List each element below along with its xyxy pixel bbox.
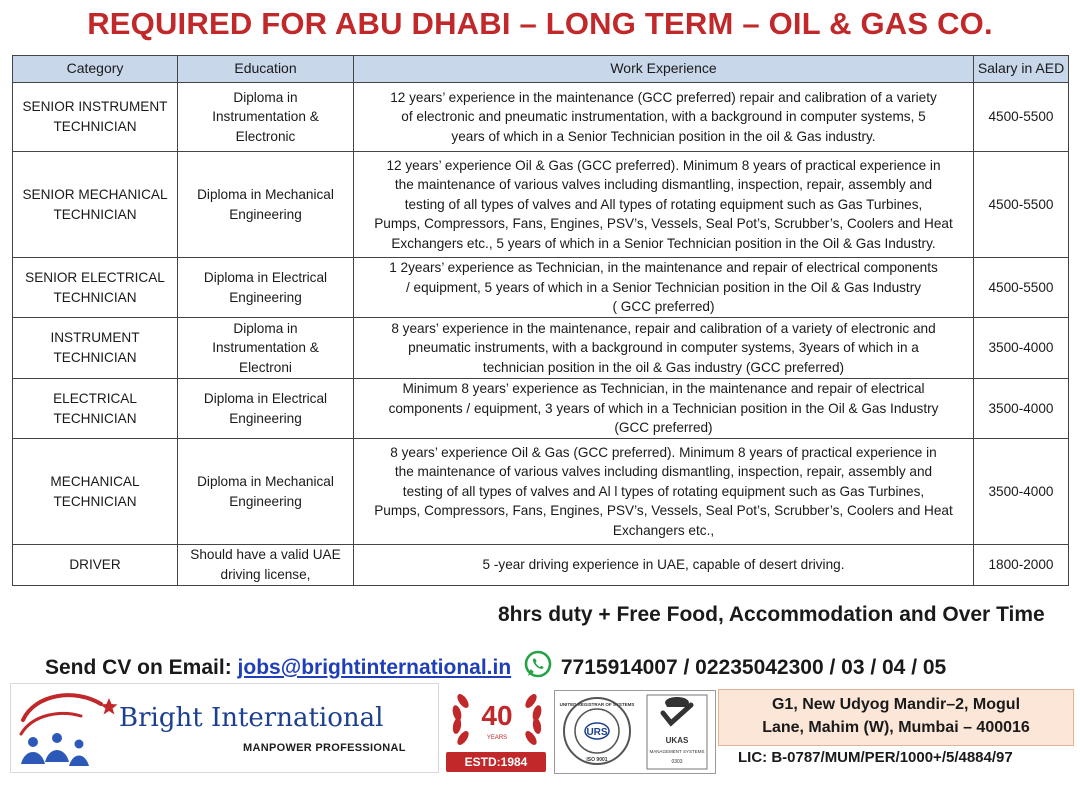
header-education: Education [178,56,354,83]
salary-cell: 3500-4000 [974,379,1069,439]
experience-cell: Minimum 8 years’ experience as Technician, in the maintenance and repair of electrical components / equipment, 3 years of which in a Technician position in the Oil & Gas Industry (GCC preferred) [354,379,974,439]
svg-text:YEARS: YEARS [486,735,508,741]
experience-cell: 8 years’ experience in the maintenance, repair and calibration of a variety of electronic and pneumatic instruments, with a background in computer systems, 3years of which in a technician position in the oil & Gas industry (GCC preferred) [354,318,974,379]
education-cell: Diploma in Instrumentation & Electronic [178,83,354,152]
svg-text:MANAGEMENT SYSTEMS: MANAGEMENT SYSTEMS [649,749,705,754]
contact-line [45,649,946,685]
table-row [13,379,1069,439]
table-row [13,545,1069,586]
table-row [13,439,1069,545]
page-title: REQUIRED FOR ABU DHABI – LONG TERM – OIL & GAS CO. [87,6,993,41]
svg-text:UNITED REGISTRAR OF SYSTEMS: UNITED REGISTRAR OF SYSTEMS [559,702,635,707]
address-line: Lane, Mahim (W), Mumbai – 400016 [762,719,1030,736]
salary-cell: 4500-5500 [974,258,1069,318]
salary-cell: 3500-4000 [974,439,1069,545]
salary-cell: 3500-4000 [974,318,1069,379]
table-row [13,258,1069,318]
header-category: Category [13,56,178,83]
salary-cell: 1800-2000 [974,545,1069,586]
address-box [718,689,1074,746]
svg-text:0303: 0303 [671,759,683,765]
category-cell: SENIOR ELECTRICAL TECHNICIAN [13,258,178,318]
company-logo [10,683,439,773]
category-cell: SENIOR MECHANICAL TECHNICIAN [13,152,178,258]
education-cell: Diploma in Electrical Engineering [178,379,354,439]
experience-cell: 8 years’ experience Oil & Gas (GCC preferred). Minimum 8 years of practical experience in the maintenance of various valves including dismantling, inspection, repair, assembly and testing of all types of valves and Al l types of rotating equipment such as Gas Turbines, Pumps, Compressors, Fans, Engines, PSV’s, Vessels, Seal Pot’s, Scrubber’s, Coolers and Heat Exchangers etc., [354,439,974,545]
svg-text:40: 40 [481,700,513,731]
company-name: Bright International [119,703,384,733]
send-cv-label: Send CV on Email: [45,656,232,679]
svg-text:URS: URS [586,727,608,738]
education-cell: Diploma in Electrical Engineering [178,258,354,318]
experience-cell: 5 -year driving experience in UAE, capable of desert driving. [354,545,974,586]
category-cell: MECHANICAL TECHNICIAN [13,439,178,545]
category-cell: DRIVER [13,545,178,586]
header-salary: Salary in AED [974,56,1069,83]
certification-logos [554,690,716,774]
benefits-line: 8hrs duty + Free Food, Accommodation and Over Time [498,603,1045,626]
phone-numbers: 7715914007 / 02235042300 / 03 / 04 / 05 [560,656,947,679]
svg-text:ISO 9001: ISO 9001 [586,757,608,763]
whatsapp-icon [523,649,553,685]
education-cell: Diploma in Mechanical Engineering [178,439,354,545]
category-cell: SENIOR INSTRUMENT TECHNICIAN [13,83,178,152]
experience-cell: 1 2years’ experience as Technician, in the maintenance and repair of electrical components / equipment, 5 years of which in a Senior Technician position in the Oil & Gas Industry ( GCC preferred) [354,258,974,318]
education-cell: Should have a valid UAE driving license, [178,545,354,586]
company-logo-icon [13,686,118,772]
email-link[interactable]: jobs@brightinternational.in [237,656,512,679]
address-line: G1, New Udyog Mandir–2, Mogul [771,696,1021,713]
salary-cell: 4500-5500 [974,83,1069,152]
table-header-row [13,56,1069,83]
jobs-table [12,55,1069,586]
experience-cell: 12 years’ experience in the maintenance (GCC preferred) repair and calibration of a variety of electronic and pneumatic instrumentation, with a background in computer systems, 5 years of which in a Senior Technician position in the oil & Gas industry. [354,83,974,152]
license-number: LIC: B-0787/MUM/PER/1000+/5/4884/97 [738,749,1013,766]
company-tagline: MANPOWER PROFESSIONAL [243,742,406,754]
header-work-experience: Work Experience [354,56,974,83]
table-row [13,83,1069,152]
education-cell: Diploma in Instrumentation & Electroni [178,318,354,379]
table-row [13,318,1069,379]
salary-cell: 4500-5500 [974,152,1069,258]
table-row [13,152,1069,258]
education-cell: Diploma in Mechanical Engineering [178,152,354,258]
established-label: ESTD:1984 [446,752,546,772]
experience-cell: 12 years’ experience Oil & Gas (GCC preferred). Minimum 8 years of practical experience in the maintenance of various valves including dismantling, inspection, repair, assembly and testing of all types of valves and All types of rotating equipment such as Gas Turbines, Pumps, Compressors, Fans, Engines, PSV’s, Vessels, Seal Pot’s, Scrubber’s, Coolers and Heat Exchangers etc., 5 years of which in a Senior Technician position in the Oil & Gas Industry. [354,152,974,258]
anniversary-badge [445,685,549,760]
category-cell: INSTRUMENT TECHNICIAN [13,318,178,379]
svg-text:UKAS: UKAS [665,736,689,745]
category-cell: ELECTRICAL TECHNICIAN [13,379,178,439]
